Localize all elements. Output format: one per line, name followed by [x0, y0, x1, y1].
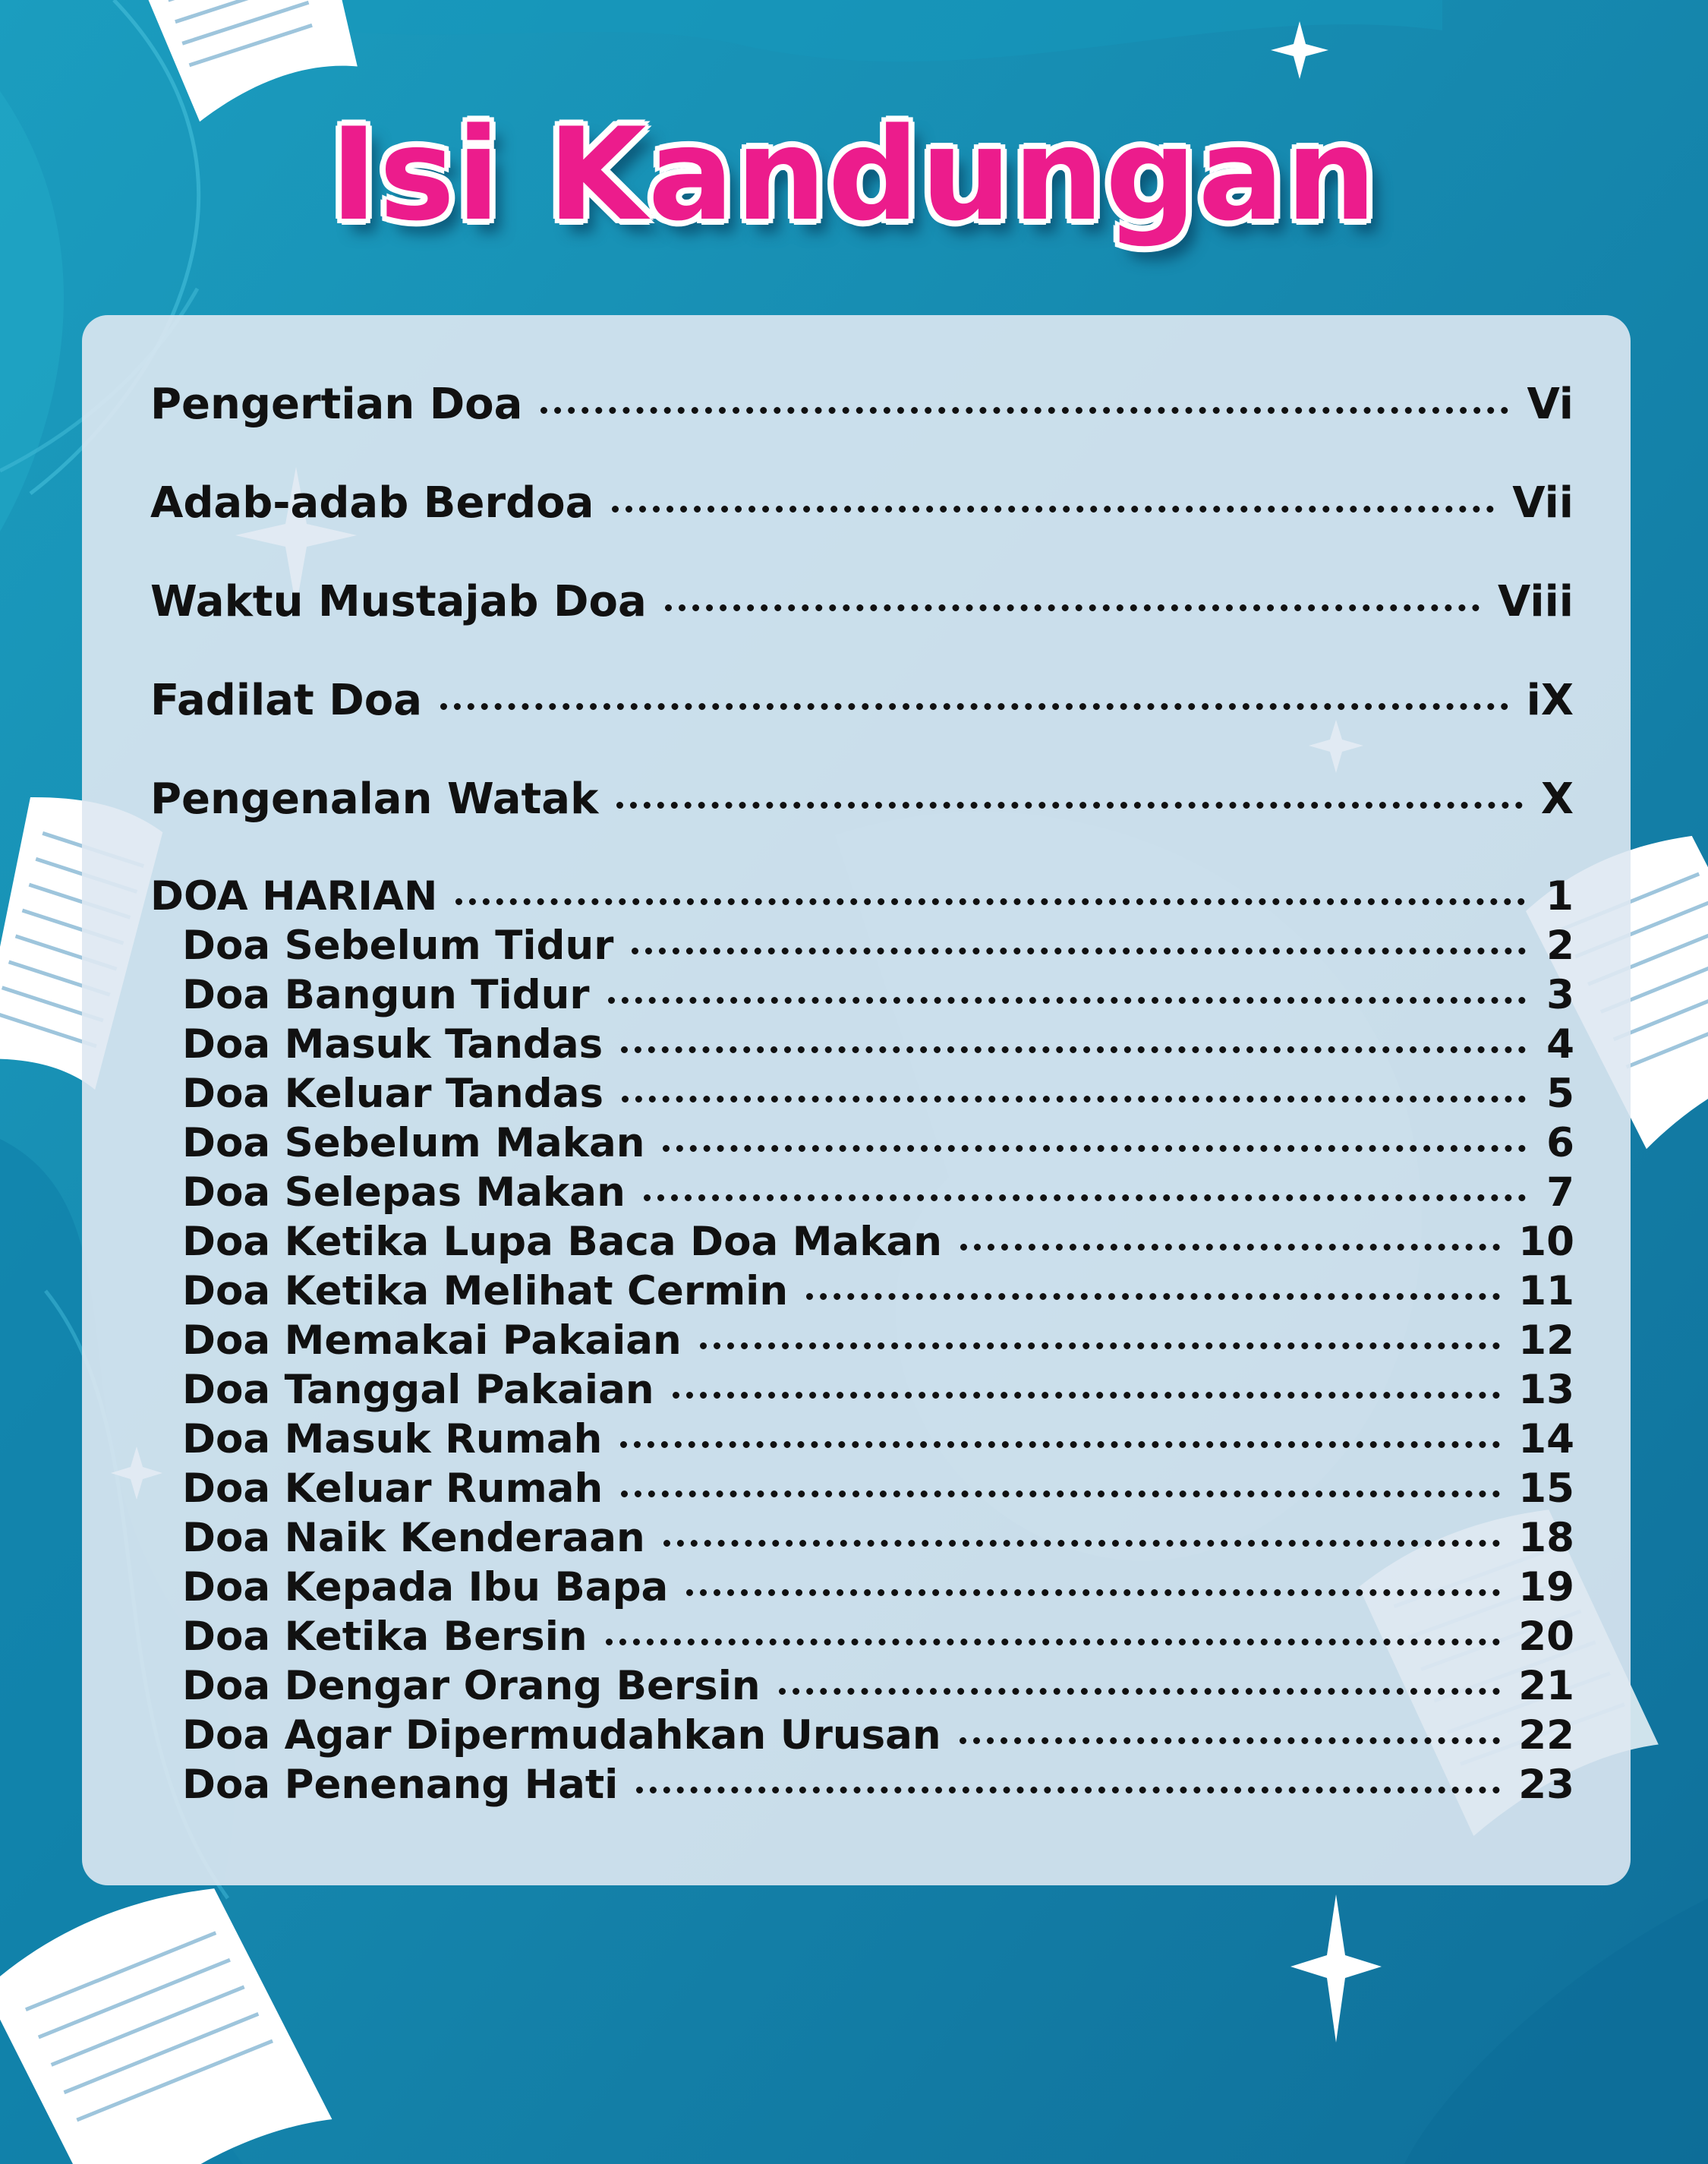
- dot-leader: [621, 1046, 1526, 1053]
- toc-page-number: 11: [1518, 1268, 1574, 1314]
- dot-leader: [616, 802, 1522, 809]
- toc-subentry[interactable]: [182, 1219, 1574, 1267]
- toc-page-number: 14: [1518, 1416, 1574, 1462]
- dot-leader: [540, 407, 1508, 414]
- toc-subentry[interactable]: [182, 1367, 1574, 1415]
- toc-subentry[interactable]: [182, 972, 1574, 1020]
- toc-label: Doa Sebelum Makan: [182, 1120, 645, 1166]
- toc-page-number: 22: [1518, 1712, 1574, 1759]
- toc-page-number: 1: [1546, 873, 1574, 920]
- toc-label: DOA HARIAN: [150, 873, 438, 920]
- toc-label: Doa Selepas Makan: [182, 1169, 626, 1216]
- dot-leader: [960, 1244, 1500, 1251]
- dot-leader: [621, 1491, 1500, 1497]
- dot-leader: [620, 1441, 1500, 1448]
- toc-label: Doa Ketika Melihat Cermin: [182, 1268, 789, 1314]
- dot-leader: [806, 1293, 1500, 1300]
- toc-label: Doa Bangun Tidur: [182, 972, 590, 1018]
- toc-subentry[interactable]: [182, 1317, 1574, 1366]
- toc-subentry[interactable]: [182, 1021, 1574, 1070]
- dot-leader: [632, 948, 1526, 954]
- toc-subentry[interactable]: [182, 1663, 1574, 1711]
- toc-page-number: 6: [1546, 1120, 1574, 1166]
- dot-leader: [686, 1589, 1500, 1596]
- dot-leader: [612, 506, 1494, 513]
- toc-subentry[interactable]: [182, 1564, 1574, 1613]
- toc-page-number: 19: [1518, 1564, 1574, 1610]
- toc-subentry[interactable]: [182, 1169, 1574, 1218]
- toc-page-number: 12: [1518, 1317, 1574, 1364]
- toc-subentry[interactable]: [182, 1120, 1574, 1169]
- toc-page-number: 2: [1546, 923, 1574, 969]
- toc-page-number: 10: [1518, 1219, 1574, 1265]
- dot-leader: [440, 703, 1508, 710]
- dot-leader: [663, 1145, 1526, 1152]
- dot-leader: [663, 1540, 1501, 1547]
- toc-subentry[interactable]: [182, 1762, 1574, 1810]
- toc-label: Pengertian Doa: [150, 380, 523, 429]
- toc-label: Doa Keluar Rumah: [182, 1465, 603, 1512]
- dot-leader: [644, 1194, 1526, 1201]
- toc-entry[interactable]: [150, 577, 1574, 638]
- toc-page-number: 23: [1518, 1762, 1574, 1808]
- toc-label: Waktu Mustajab Doa: [150, 577, 647, 626]
- dot-leader: [673, 1392, 1501, 1399]
- dot-leader: [636, 1787, 1500, 1793]
- toc-label: Adab-adab Berdoa: [150, 478, 594, 528]
- toc-entry[interactable]: [150, 478, 1574, 539]
- toc-page-number: 3: [1546, 972, 1574, 1018]
- toc-subentry[interactable]: [182, 1268, 1574, 1317]
- dot-leader: [455, 898, 1525, 905]
- toc-page-number: 7: [1546, 1169, 1574, 1216]
- toc-page-number: Vii: [1512, 478, 1574, 528]
- toc-subentry[interactable]: [182, 1712, 1574, 1761]
- toc-entry[interactable]: [150, 676, 1574, 737]
- toc-subentry[interactable]: [182, 1071, 1574, 1119]
- toc-label: Doa Sebelum Tidur: [182, 923, 614, 969]
- dot-leader: [779, 1688, 1501, 1695]
- dot-leader: [622, 1096, 1526, 1103]
- toc-label: Doa Agar Dipermudahkan Urusan: [182, 1712, 941, 1759]
- toc-page-number: 15: [1518, 1465, 1574, 1512]
- toc-label: Doa Masuk Rumah: [182, 1416, 603, 1462]
- toc-page-number: 18: [1518, 1515, 1574, 1561]
- dot-leader: [700, 1342, 1500, 1349]
- toc-label: Pengenalan Watak: [150, 774, 599, 824]
- toc-subentry[interactable]: [182, 923, 1574, 971]
- toc-subentry[interactable]: [182, 1416, 1574, 1465]
- toc-subentry[interactable]: [182, 1465, 1574, 1514]
- toc-label: Doa Ketika Bersin: [182, 1614, 588, 1660]
- toc-page-number: Viii: [1498, 577, 1574, 626]
- toc-label: Doa Penenang Hati: [182, 1762, 619, 1808]
- toc-label: Doa Masuk Tandas: [182, 1021, 603, 1068]
- dot-leader: [960, 1737, 1501, 1744]
- toc-entry[interactable]: [150, 380, 1574, 440]
- dot-leader: [665, 604, 1480, 611]
- page-title: Isi Kandungan: [329, 100, 1379, 249]
- toc-label: Doa Dengar Orang Bersin: [182, 1663, 761, 1709]
- toc-page-number: 20: [1518, 1614, 1574, 1660]
- dot-leader: [608, 997, 1527, 1004]
- toc-label: Doa Keluar Tandas: [182, 1071, 604, 1117]
- toc-page-number: 4: [1546, 1021, 1574, 1068]
- toc-label: Doa Naik Kenderaan: [182, 1515, 645, 1561]
- toc-entry[interactable]: [150, 774, 1574, 835]
- toc-label: Doa Kepada Ibu Bapa: [182, 1564, 669, 1610]
- toc-subentry[interactable]: [182, 1614, 1574, 1662]
- toc-page-number: Vi: [1527, 380, 1574, 429]
- toc-label: Fadilat Doa: [150, 676, 423, 725]
- toc-page-number: 5: [1546, 1071, 1574, 1117]
- toc-label: Doa Ketika Lupa Baca Doa Makan: [182, 1219, 942, 1265]
- toc-page-number: 21: [1518, 1663, 1574, 1709]
- toc-page-number: X: [1540, 774, 1574, 824]
- toc-page-number: iX: [1526, 676, 1574, 725]
- toc-label: Doa Tanggal Pakaian: [182, 1367, 654, 1413]
- toc-page-number: 13: [1518, 1367, 1574, 1413]
- toc-subentry[interactable]: [182, 1515, 1574, 1563]
- toc-label: Doa Memakai Pakaian: [182, 1317, 682, 1364]
- dot-leader: [606, 1639, 1501, 1645]
